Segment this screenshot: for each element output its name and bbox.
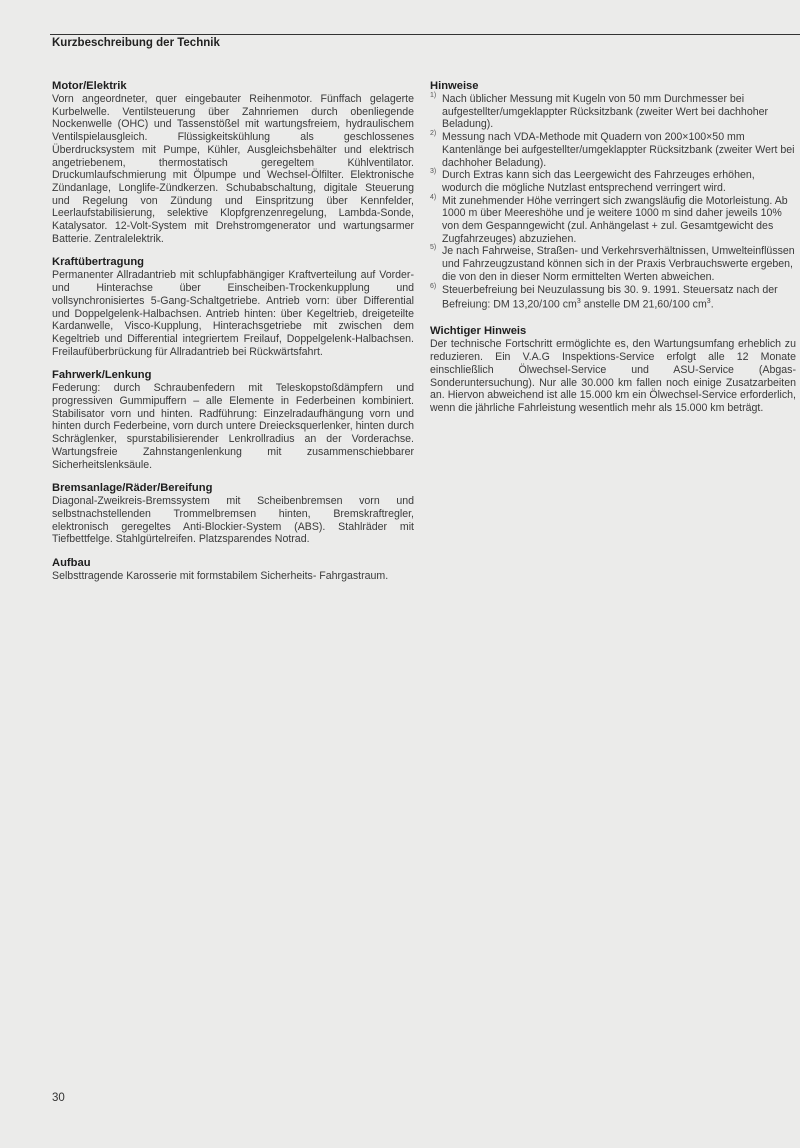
- footnote-text-before: Steuerbefreiung bei Neuzulassung bis 30. 9. 1991. Steuersatz nach der Befreiung: DM 13,20/100 cm: [442, 283, 778, 311]
- footnote-number: 3): [430, 168, 437, 176]
- footnote-text-after: .: [710, 298, 714, 311]
- footnote-3: [430, 169, 796, 194]
- right-column: [430, 80, 796, 426]
- footnote-text: Mit zunehmender Höhe verringert sich zwangsläufig die Motorleistung. Ab 1000 m über Meereshöhe und je weitere 1000 m sind daher jeweils 10% von dem Gespanngewicht (zul. Anhängelast + zul. Gesamtgewicht des Zugfahrzeuges) abzuziehen.: [442, 194, 788, 245]
- section-body: Permanenter Allradantrieb mit schlupfabhängiger Kraftverteilung auf Vorder- und Hinterachse über Einscheiben-Trockenkupplung und vollsynchronisiertes 5-Gang-Schaltgetriebe. Antrieb vorn: über Differential und Doppelgelenk-Halbachsen. Antrieb hinten: über Kegeltrieb, dreigeteilte Kardanwelle, Visco-Kupplung, Hinterachsgetriebe mit zwischen dem Kegeltrieb und Differential integriertem Freilauf, Doppelgelenk-Halbachsen. Freilaufüberbrückung für Allradantrieb bei Rückwärtsfahrt.: [52, 269, 414, 358]
- footnote-text: Nach üblicher Messung mit Kugeln von 50 mm Durchmesser bei aufgestellter/umgeklappter Rücksitzbank (zweiter Wert bei dachhoher Beladung).: [442, 93, 769, 131]
- section-body: Der technische Fortschritt ermöglichte es, den Wartungsumfang erheblich zu reduzieren. Ein V.A.G Inspektions-Service erfolgt alle 12 Monate einschließlich Ölwechsel-Service und ASU-Service (Abgas- Sonderuntersuchung). Nur alle 30.000 km fallen noch einige Zusatzarbeiten an. Hiervon abweichend ist alle 15.000 km ein Ölwechsel-Service erforderlich, wenn die jährliche Fahrleistung wesentlich mehr als 15.000 km beträgt.: [430, 338, 796, 414]
- section-motor-elektrik: [52, 80, 414, 245]
- footnote-text: Messung nach VDA-Methode mit Quadern von 200×100×50 mm Kantenlänge bei aufgestellter/umgeklappter Rücksitzbank (zweiter Wert bei dachhoher Beladung).: [442, 131, 795, 169]
- section-heading: Wichtiger Hinweis: [430, 325, 527, 338]
- footnote-1: [430, 93, 796, 131]
- page-number: 30: [52, 1092, 65, 1104]
- section-fahrwerk-lenkung: [52, 369, 414, 471]
- left-column: [52, 80, 414, 594]
- section-bremsanlage: [52, 482, 414, 546]
- footnote-number: 2): [430, 130, 437, 138]
- section-body: Selbsttragende Karosserie mit formstabilem Sicherheits- Fahrgastraum.: [52, 570, 389, 583]
- footnote-5: [430, 245, 796, 283]
- footnote-6: [430, 284, 796, 312]
- footnote-text: Durch Extras kann sich das Leergewicht des Fahrzeuges erhöhen, wodurch die mögliche Nutzlast entsprechend verringert wird.: [442, 169, 755, 194]
- footnote-number: 5): [430, 244, 437, 252]
- section-body: Federung: durch Schraubenfedern mit Teleskopstoßdämpfern und progressiven Gummipuffern – alle Elemente in Federbeinen kombiniert. Stabilisator vorn und hinten. Radführung: Einzelradaufhängung vorn und hinten durch Federbeine, vorn durch untere Dreiecksquerlenker, hinten durch Schräglenker, spurstabilisierender Lenkrollradius an der Vorderachse. Wartungsfreie Zahnstangenlenkung mit zusammenschiebbarer Sicherheitslenksäule.: [52, 382, 414, 471]
- section-kraftuebertragung: [52, 256, 414, 358]
- section-heading: Hinweise: [430, 80, 479, 92]
- footnote-text-middle: anstelle DM 21,60/100 cm: [580, 298, 707, 311]
- section-heading: Kraftübertragung: [52, 256, 144, 269]
- footnote-number: 4): [430, 193, 437, 201]
- footnote-2: [430, 131, 796, 169]
- section-hinweise: [430, 80, 796, 311]
- page-header-title: Kurzbeschreibung der Technik: [52, 37, 220, 49]
- section-heading: Fahrwerk/Lenkung: [52, 369, 152, 382]
- footnote-4: [430, 195, 796, 246]
- superscript: 3: [706, 298, 711, 306]
- section-heading: Bremsanlage/Räder/Bereifung: [52, 482, 213, 495]
- footnote-number: 6): [430, 282, 437, 290]
- section-body: Diagonal-Zweikreis-Bremssystem mit Scheibenbremsen vorn und selbstnachstellenden Trommelbremsen hinten, Bremskraftregler, elektronisch geregeltes Anti-Blockier-System (ABS). Stahlräder mit Tiefbettfelge. Stahlgürtelreifen. Platzsparendes Notrad.: [52, 495, 414, 546]
- section-wichtiger-hinweis: [430, 325, 796, 414]
- superscript: 3: [576, 298, 581, 306]
- footnote-number: 1): [430, 92, 437, 99]
- section-aufbau: [52, 557, 414, 583]
- section-heading: Aufbau: [52, 557, 91, 570]
- footnote-text: Je nach Fahrweise, Straßen- und Verkehrsverhältnissen, Umwelteinflüssen und Fahrzeugzustand können sich in der Praxis Verbrauchswerte ergeben, die von den in dieser Norm ermittelten Werten abweichen.: [442, 245, 795, 283]
- section-body: Vorn angeordneter, quer eingebauter Reihenmotor. Fünffach gelagerte Kurbelwelle. Ventilsteuerung über Zahnriemen durch obenliegende Nockenwelle (OHC) und Tassenstößel mit wartungsfreiem, hydraulischem Ventilspielausgleich. Flüssigkeitskühlung als geschlossenes Überdrucksystem mit Pumpe, Kühler, Ausgleichsbehälter und elektrisch angetriebenem, thermostatisch geregeltem Kühlventilator. Druckumlaufschmierung mit Ölpumpe und Wechsel-Ölfilter. Elektronische Zündanlage, Longlife-Zündkerzen. Schubabschaltung, digitale Steuerung und Regelung von Zündung und Einspritzung über Kennfelder, Leerlaufstabilisierung, selektive Klopfgrenzenregelung, Lambda-Sonde, Katalysator. 12-Volt-System mit Drehstromgenerator und wartungsarmer Batterie. Zentralelektrik.: [52, 93, 414, 245]
- section-heading: Motor/Elektrik: [52, 80, 127, 92]
- header-rule: [50, 34, 800, 35]
